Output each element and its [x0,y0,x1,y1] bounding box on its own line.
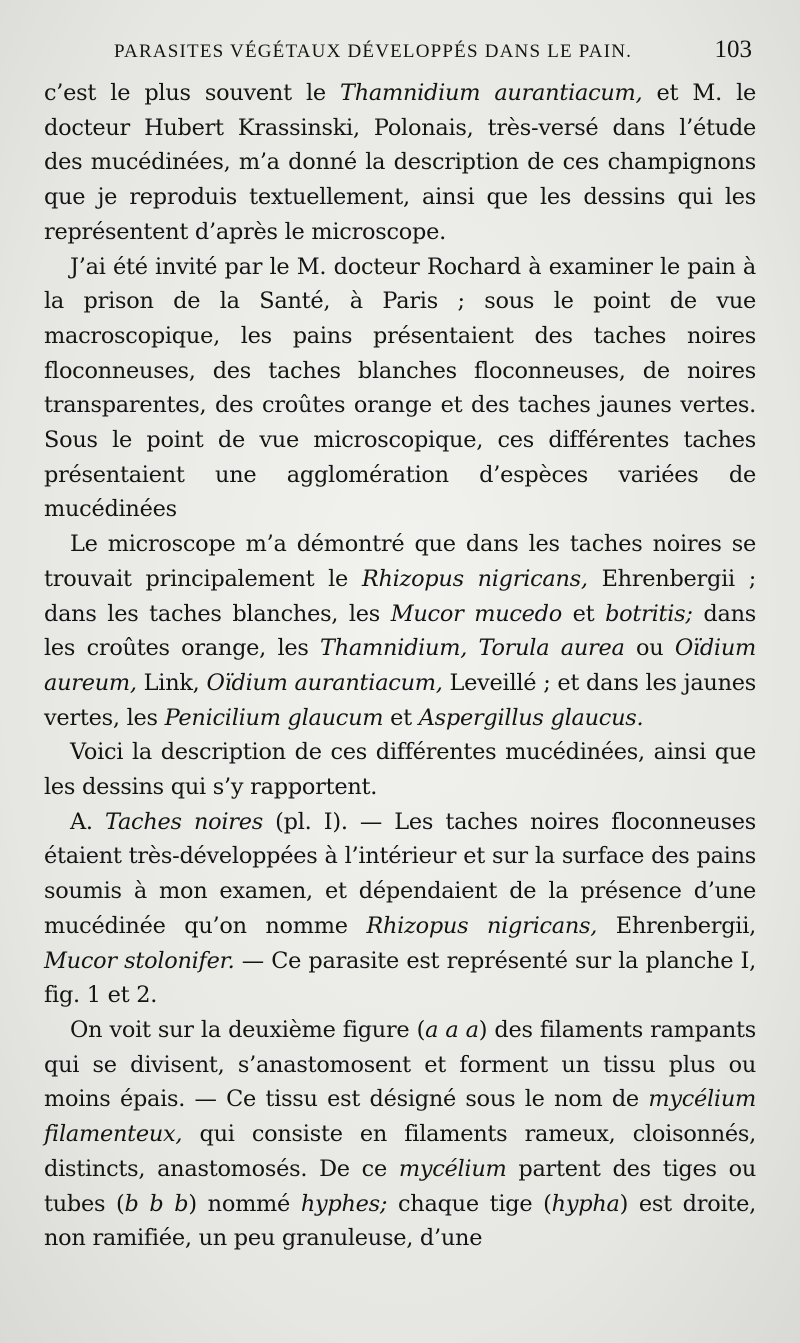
text-run: (pl. I). — Les taches noires floconneuses étaient très-développées à l’intérieur et sur la surface des pains soumis à mon examen, et dépendaient de la présence d’une mucédinée qu’on nomme [44,808,756,939]
paragraph [44,527,756,735]
text-run: Leveillé ; et dans les jaunes vertes, les [44,669,756,731]
italic-text: Penicilium glaucum [164,704,384,731]
italic-text: Oïdium aureum, [44,635,756,696]
running-head: PARASITES VÉGÉTAUX DÉVELOPPÉS DANS LE PAIN. [114,41,633,62]
italic-text: hyphes; [300,1190,388,1217]
text-run: Voici la description de ces différentes mucédinées, ainsi que les dessins qui s’y rapportent. [44,739,756,801]
text-run: A. [70,808,105,835]
text-run: Le microscope m’a démontré que dans les taches noires se trouvait principalement le [44,531,756,592]
italic-text: b b b [124,1190,189,1217]
italic-text: Thamnidium aurantiacum, [340,80,643,106]
italic-text: Mucor mucedo [390,600,562,627]
text-run: On voit sur la deuxième figure ( [70,1016,426,1043]
italic-text: Mucor stolonifer. [44,947,235,974]
italic-text: Taches noires [105,808,263,835]
text-run: qui consiste en filaments rameux, cloisonnés, distincts, anastomosés. De ce [44,1121,756,1182]
paragraph [44,76,756,250]
italic-text: hypha [551,1190,620,1217]
italic-text: Rhizopus nigricans, [361,565,588,592]
text-run: Ehrenbergii, [597,912,756,939]
italic-text: a a a [425,1016,479,1043]
text-run: dans les croûtes orange, les [44,600,756,662]
text-run: c’est le plus souvent le [44,80,341,106]
text-run: et [561,600,606,627]
italic-text: mycélium filamenteux, [44,1086,756,1148]
text-run: ) des filaments rampants qui se divisent, s’anastomosent et forment un tissu plus ou moins épais. — Ce tissu est désigné sous le nom de [44,1016,756,1113]
italic-text: Rhizopus nigricans, [366,912,598,939]
text-run: et M. le docteur Hubert Krassinski, Polonais, très-versé dans l’étude des mucédinées, m’a donné la description de ces champignons que je reproduis textuellement, ainsi que les dessins qui les représentent d’après le microscope. [44,80,757,245]
italic-text: botritis; [605,600,693,627]
paragraph [44,1013,756,1256]
text-run: ) nommé [188,1190,301,1217]
text-run: Ehrenbergii ; dans les taches blanches, les [44,565,756,627]
page-header [114,36,752,76]
text-run: ) est droite, non ramifiée, un peu granuleuse, d’une [44,1190,756,1252]
text-run: partent des tiges ou tubes ( [44,1155,756,1217]
text-run: chaque tige ( [387,1190,552,1217]
italic-text: mycélium [398,1155,507,1182]
text-run: J’ai été invité par le M. docteur Rochard à examiner le pain à la prison de la Santé, à Paris ; sous le point de vue macroscopique, les pains présentaient des taches noires floconneuses, des taches blanches floconneuses, de noires transparentes, des croûtes orange et des taches jaunes vertes. Sous le point de vue microscopique, ces différentes taches présentaient une agglomération d’espèces variées de mucédinées [44,253,756,523]
text-run: Link, [136,669,207,696]
paragraph [44,805,756,1013]
italic-text: Thamnidium, Torula aurea [320,635,625,662]
text-run: — Ce parasite est représenté sur la planche I, fig. 1 et 2. [44,947,757,1009]
page-number: 103 [714,36,752,63]
body-text [44,76,756,1256]
text-run: ou [624,635,675,662]
paragraph [44,735,756,804]
text-run: et [383,704,419,731]
paragraph [44,250,756,528]
italic-text: Oïdium aurantiacum, [206,669,443,696]
italic-text: Aspergillus glaucus. [418,704,644,731]
